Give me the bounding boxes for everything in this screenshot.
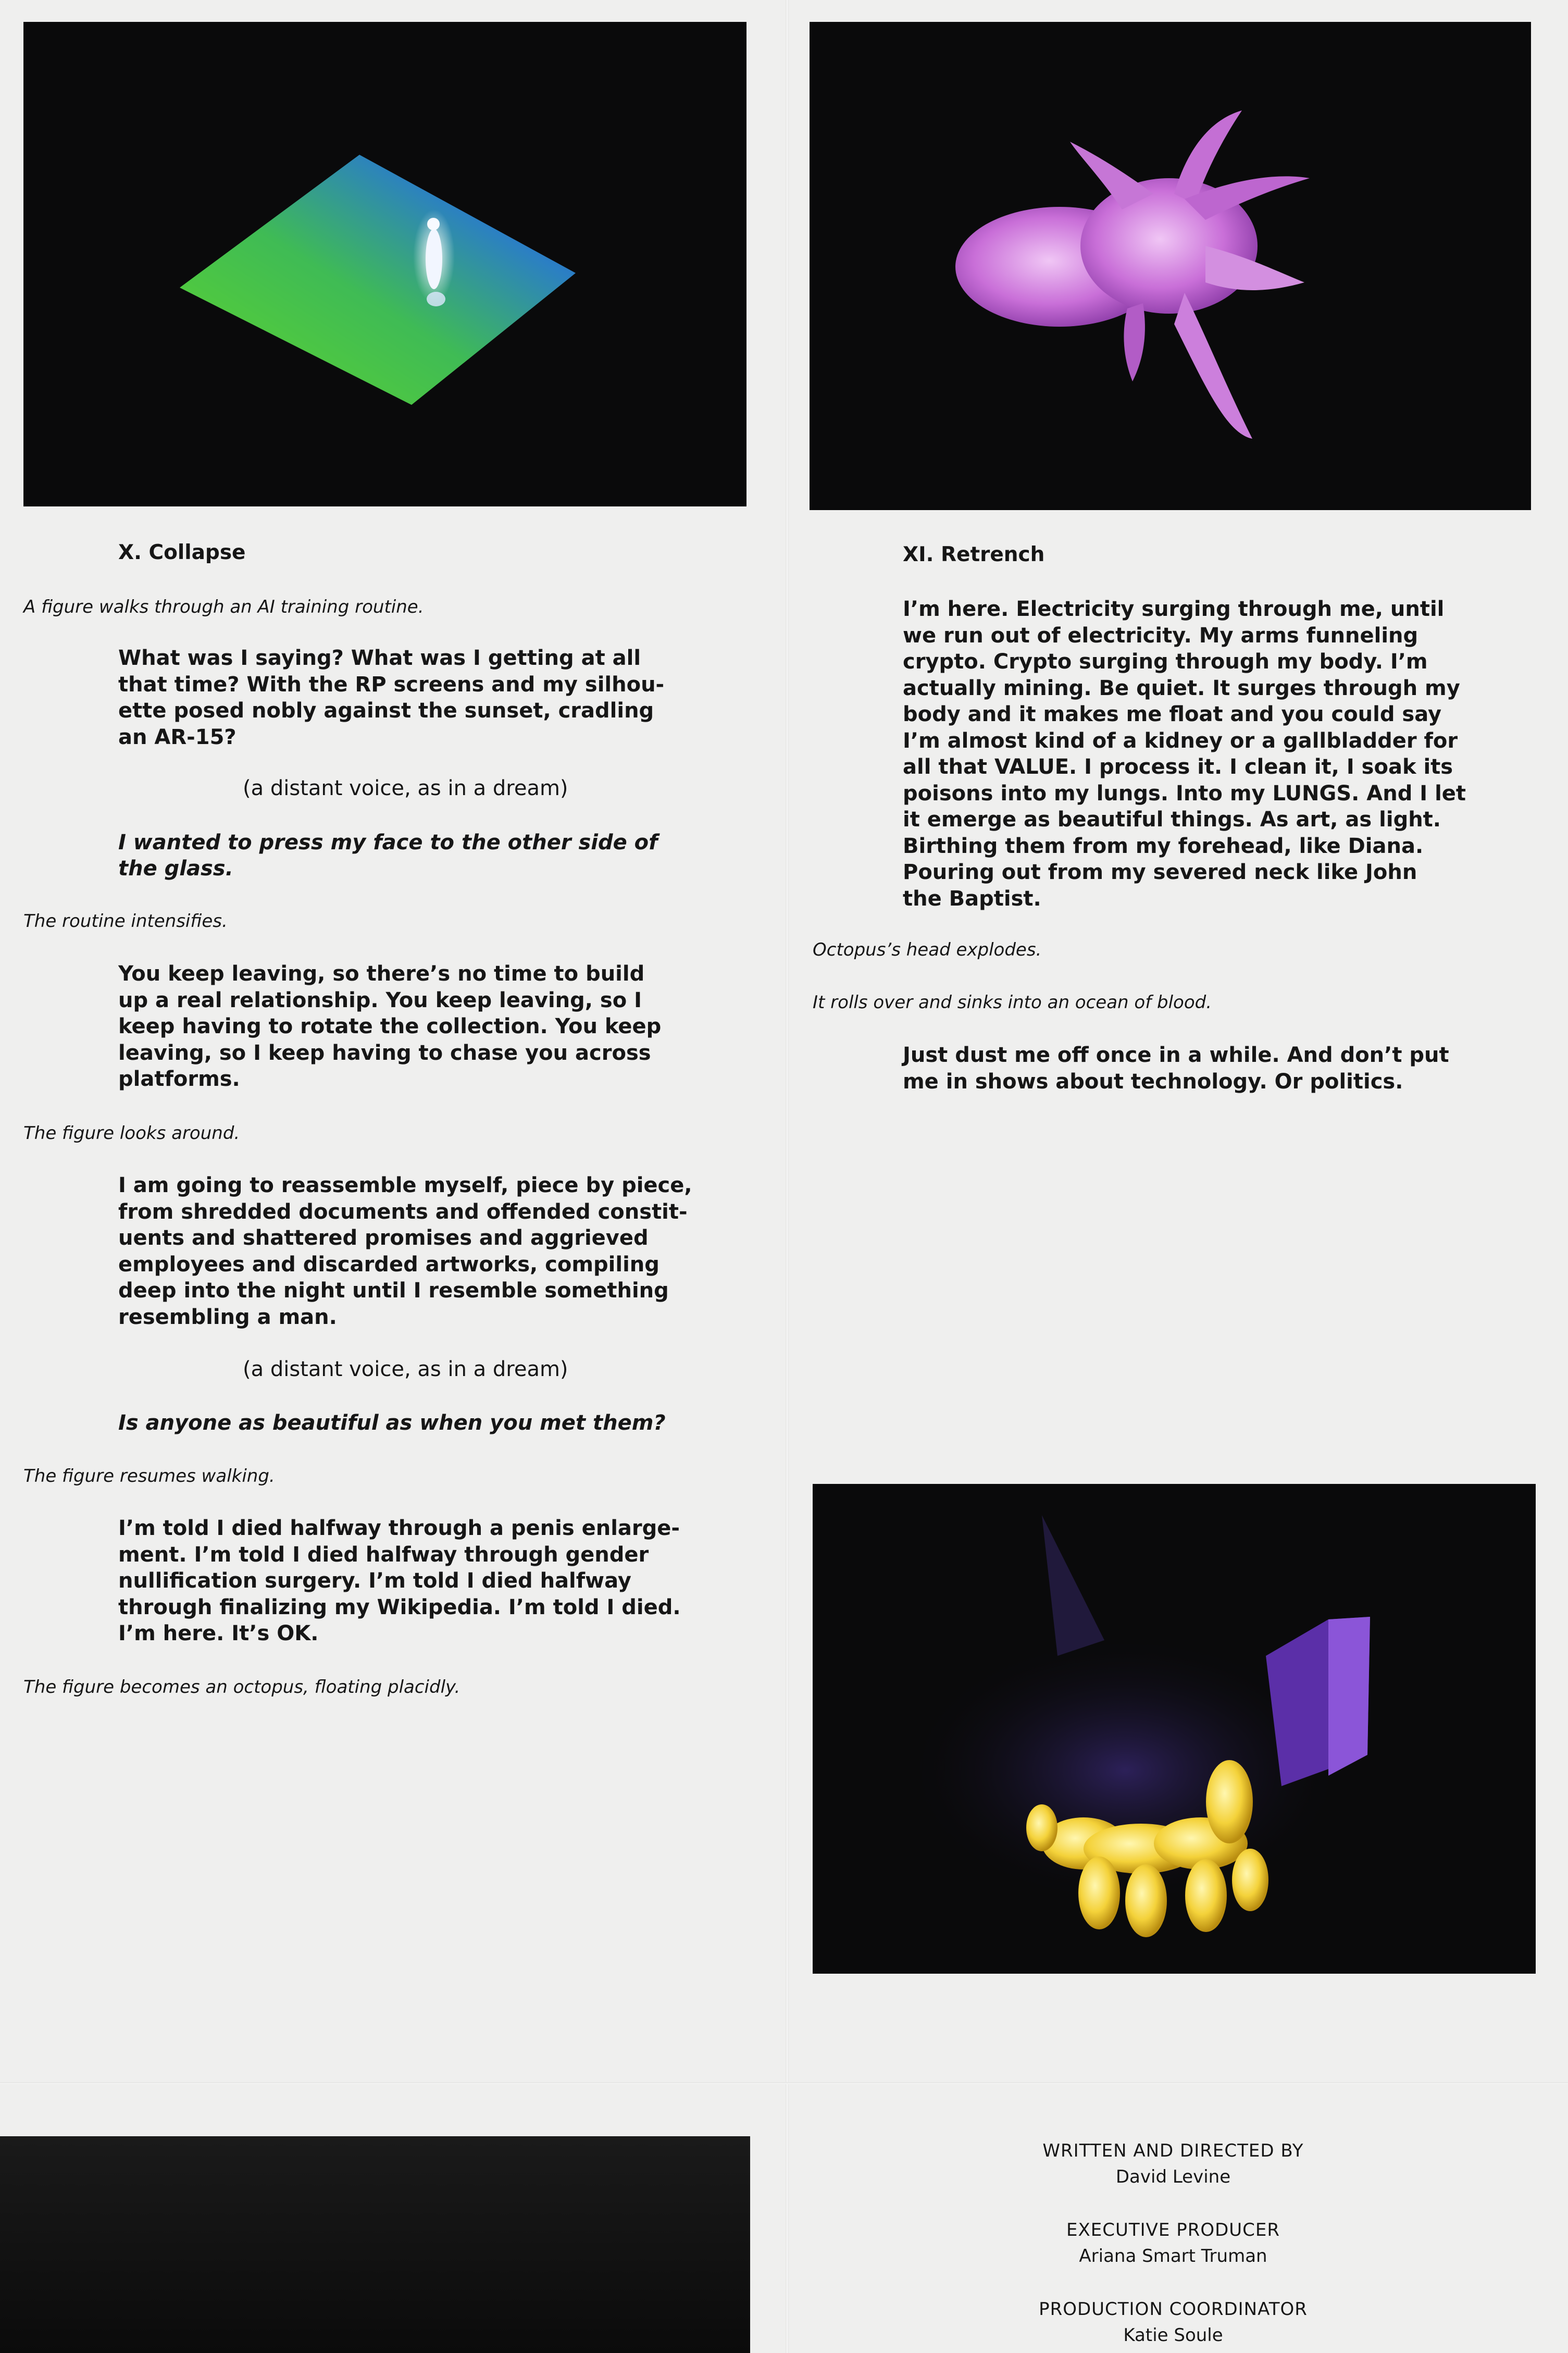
dialogue-block-right-2: Just dust me off once in a while. And don’t put me in shows about technology. Or politics.: [903, 1043, 1449, 1094]
horizontal-fold: [0, 2082, 1568, 2084]
stage-direction: It rolls over and sinks into an ocean of blood.: [813, 992, 1212, 1013]
octopus-illustration: [810, 22, 1531, 510]
credit-role: PRODUCTION COORDINATOR: [1039, 2299, 1308, 2320]
credit-name: Katie Soule: [1123, 2325, 1223, 2346]
stage-direction: The figure becomes an octopus, floating placidly.: [23, 1677, 461, 1698]
section-heading-retrench: XI. Retrench: [903, 543, 1045, 566]
credit-name: Ariana Smart Truman: [1079, 2246, 1267, 2267]
photo-ai-training-plane: [23, 22, 746, 506]
section-heading-collapse: X. Collapse: [118, 541, 246, 564]
credit-role: WRITTEN AND DIRECTED BY: [1042, 2140, 1304, 2161]
center-fold: [786, 0, 789, 2353]
parenthetical: (a distant voice, as in a dream): [243, 1357, 568, 1381]
dialogue-block-2: You keep leaving, so there’s no time to build up a real relationship. You keep leaving, so I keep having to rotate the collection. You keep leaving, so I keep having to chase you across platforms.: [118, 962, 662, 1091]
dialogue-block-4: I’m told I died halfway through a penis enlarge- ment. I’m told I died halfway through gender nullification surgery. I’m told I died halfway through finalizing my Wikipedia. I’m told I died. I’m here. It’s OK.: [118, 1516, 681, 1645]
balloon-dog-illustration: [813, 1484, 1536, 1974]
dialogue-italic-2: Is anyone as beautiful as when you met them?: [118, 1411, 666, 1435]
credit-role: EXECUTIVE PRODUCER: [1066, 2220, 1280, 2240]
photo-balloon-dog: [813, 1484, 1536, 1974]
photo-octopus: [810, 22, 1531, 510]
plane-illustration: [23, 22, 746, 506]
credit-name: David Levine: [1115, 2166, 1231, 2187]
stage-direction: The figure looks around.: [23, 1123, 240, 1144]
parenthetical: (a distant voice, as in a dream): [243, 776, 568, 800]
photo-bottom-partial: [0, 2136, 750, 2353]
stage-direction: Octopus’s head explodes.: [813, 939, 1042, 960]
dialogue-block-1: What was I saying? What was I getting at all that time? With the RP screens and my silhou- ette posed nobly against the sunset, cradling an AR-15?: [118, 646, 665, 749]
stage-direction: The figure resumes walking.: [23, 1466, 275, 1487]
dialogue-block-3: I am going to reassemble myself, piece by piece, from shredded documents and offended constit- uents and shattered promises and aggrieved employees and discarded artworks, compiling deep into the night until I resemble something resembling a man.: [118, 1173, 692, 1329]
stage-direction: The routine intensifies.: [23, 911, 228, 932]
stage-direction: A figure walks through an AI training routine.: [23, 597, 424, 617]
dialogue-italic-1: I wanted to press my face to the other side of the glass.: [118, 831, 658, 881]
dialogue-block-right-1: I’m here. Electricity surging through me, until we run out of electricity. My arms funneling crypto. Crypto surging through my body. I’m actually mining. Be quiet. It surges through my body and it makes me float and you could say I’m almost kind of a kidney or a gallbladder for all that VALUE. I process it. I clean it, I soak its poisons into my lungs. Into my LUNGS. And I let it emerge as beautiful things. As art, as light. Birthing them from my forehead, like Diana. Pouring out from my severed neck like John the Baptist.: [903, 597, 1466, 911]
